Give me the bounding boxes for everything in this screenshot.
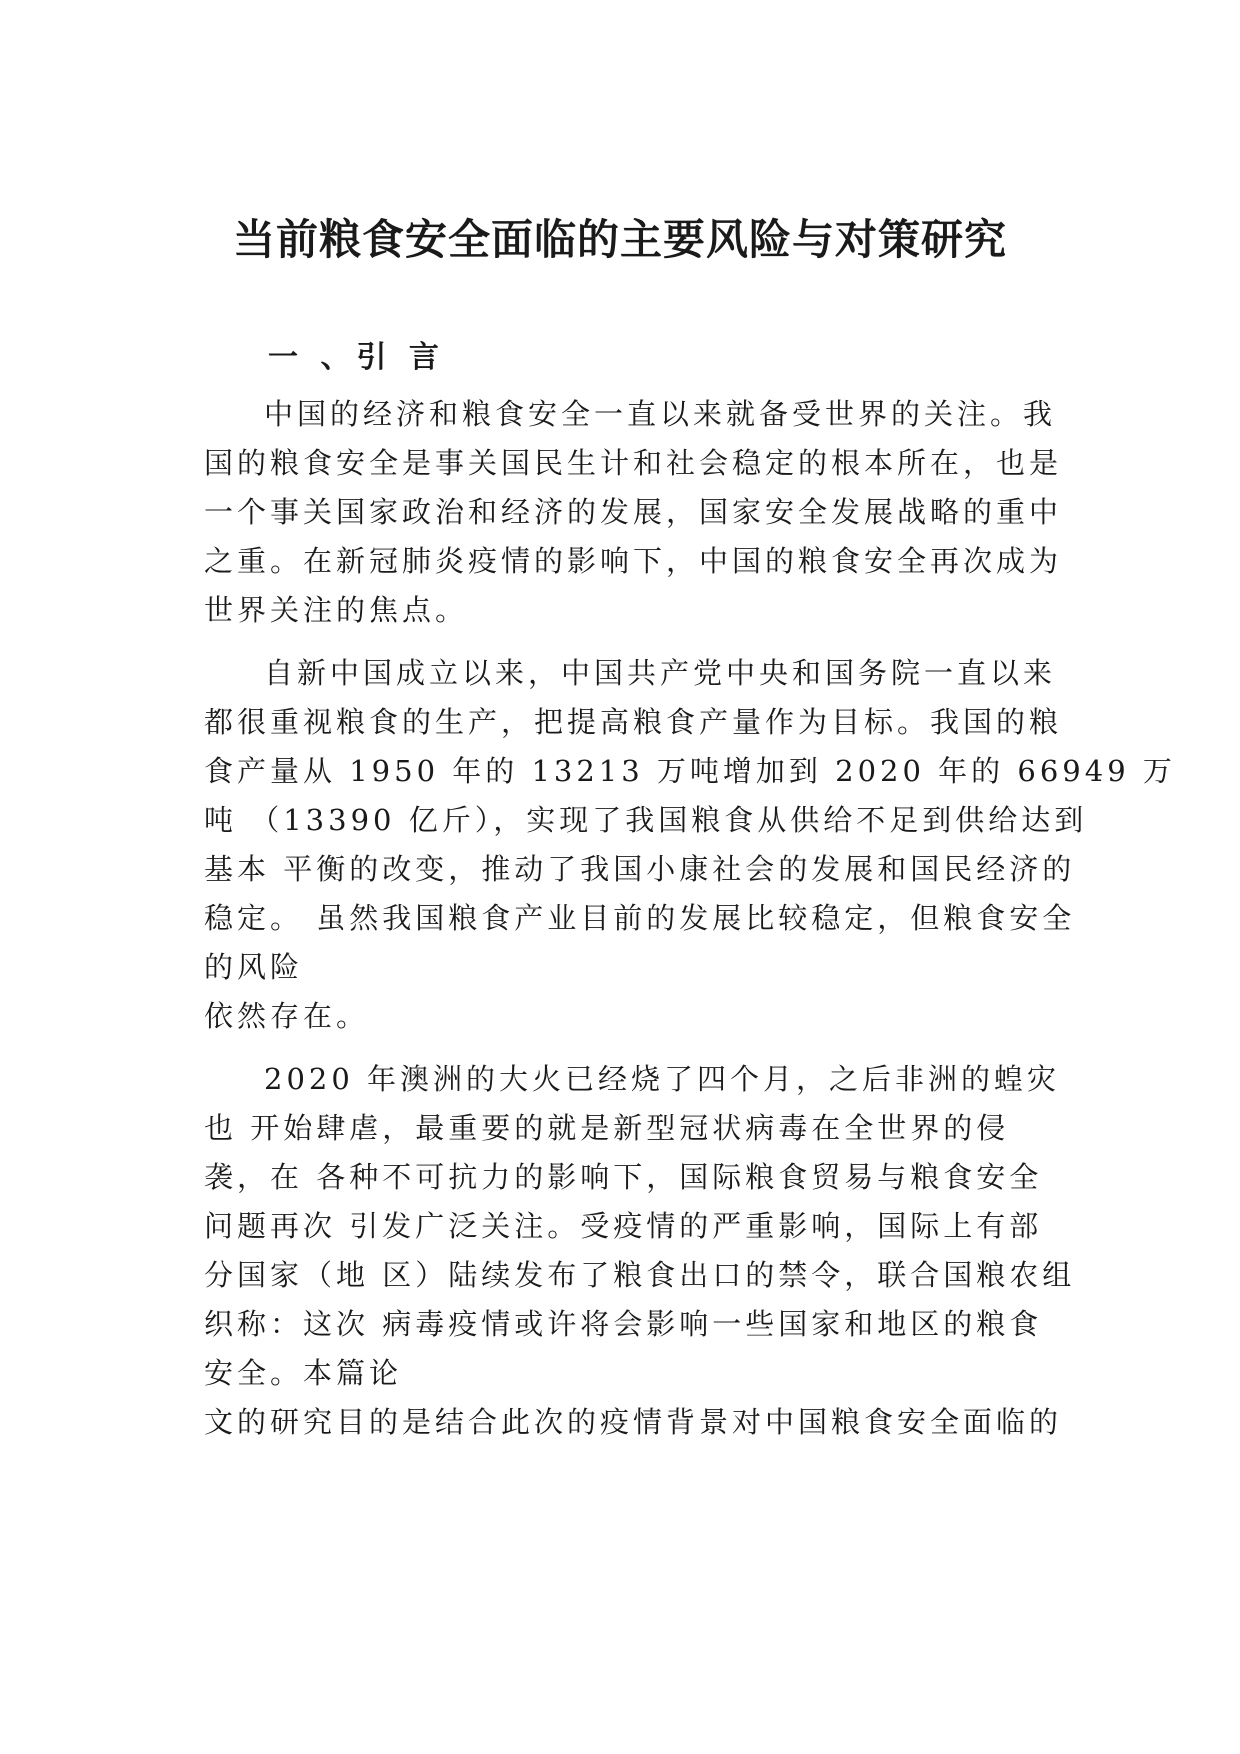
text-line: 稳定。 虽然我国粮食产业目前的发展比较稳定，但粮食安全: [204, 901, 1076, 935]
text-line: 文的研究目的是结合此次的疫情背景对中国粮食安全面临的: [204, 1405, 1063, 1439]
text-line: 基本 平衡的改变，推动了我国小康社会的发展和国民经济的: [204, 852, 1076, 886]
text-line: 也 开始肆虐，最重要的就是新型冠状病毒在全世界的侵: [204, 1111, 1010, 1145]
paragraph-1: [204, 390, 1084, 635]
text-line: 袭，在 各种不可抗力的影响下，国际粮食贸易与粮食安全: [204, 1160, 1043, 1194]
text-line: 问题再次 引发广泛关注。受疫情的严重影响，国际上有部: [204, 1209, 1043, 1243]
text-line: 自新中国成立以来，中国共产党中央和国务院一直以来: [264, 656, 1057, 690]
section-heading: 一 、引 言: [268, 340, 445, 375]
text-line: 国的粮食安全是事关国民生计和社会稳定的根本所在，也是: [204, 446, 1063, 480]
text-line: 中国的经济和粮食安全一直以来就备受世界的关注。我: [264, 397, 1057, 431]
text-line: 依然存在。: [204, 999, 370, 1033]
text-line: 世界关注的焦点。: [204, 593, 469, 627]
text-line: 织称：这次 病毒疫情或许将会影响一些国家和地区的粮食: [204, 1307, 1043, 1341]
text-line: 吨 （13390 亿斤），实现了我国粮食从供给不足到供给达到: [204, 803, 1088, 837]
text-line: 安全。本篇论: [204, 1356, 403, 1390]
text-line: 分国家（地 区）陆续发布了粮食出口的禁令，联合国粮农组: [204, 1258, 1076, 1292]
document-title: 当前粮食安全面临的主要风险与对策研究: [232, 215, 1007, 264]
text-line: 都很重视粮食的生产，把提高粮食产量作为目标。我国的粮: [204, 705, 1063, 739]
paragraph-3: [204, 1055, 1084, 1447]
text-line: 食产量从 1950 年的 13213 万吨增加到 2020 年的 66949 万: [204, 754, 1176, 788]
text-line: 2020 年澳洲的大火已经烧了四个月，之后非洲的蝗灾: [264, 1062, 1061, 1096]
text-line: 的风险: [204, 950, 304, 984]
paragraph-2: [204, 649, 1176, 1041]
text-line: 之重。在新冠肺炎疫情的影响下，中国的粮食安全再次成为: [204, 544, 1063, 578]
document-body: [204, 390, 1176, 1461]
text-line: 一个事关国家政治和经济的发展，国家安全发展战略的重中: [204, 495, 1063, 529]
